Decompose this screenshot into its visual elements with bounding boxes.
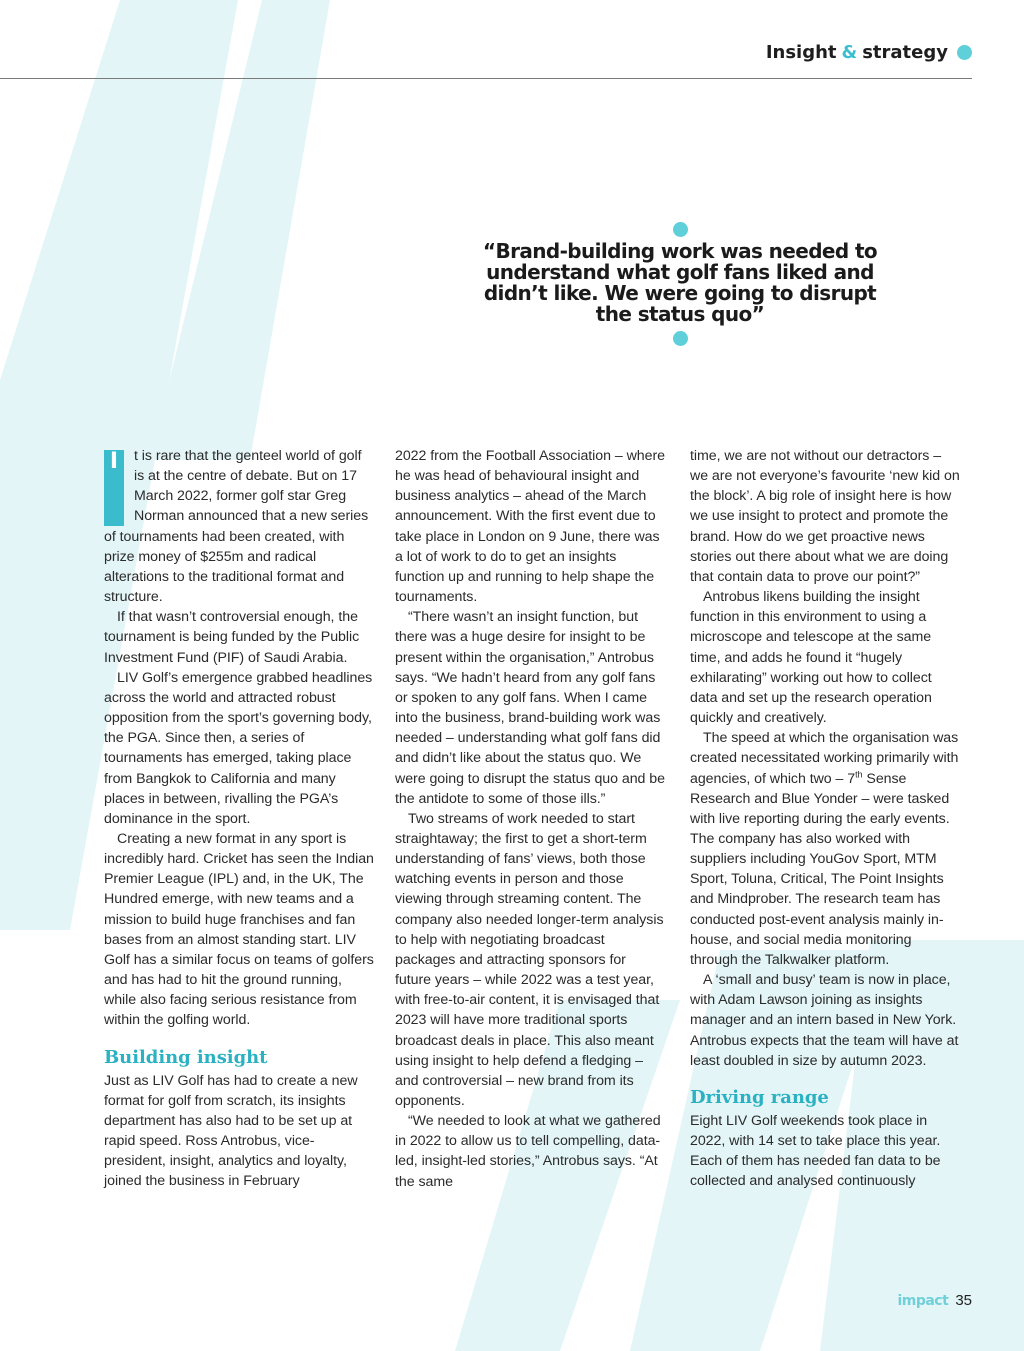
paragraph-text: Sense Research and Blue Yonder – were tasked with live reporting during the early events. The company has also worked with suppliers including YouGov Sport, MTM Sport, Toluna, Critical, The Point Insights and Mindprober. The research team has conducted post-event analysis mainly in-house, and social media monitoring through the Talkwalker platform.: [690, 770, 950, 968]
quote-dot-bottom-icon: [673, 331, 688, 346]
paragraph-text: The speed at which the organisation was created necessitated working primarily with agencies, of which two – 7: [690, 730, 959, 787]
page-number: 35: [955, 1292, 972, 1309]
paragraph: “There wasn’t an insight function, but there was a huge desire for insight to be present within the organisation,” Antrobus says. “We hadn’t heard from any golf fans or spoken to any golf fans. When I came into the business, brand-building work was needed – understanding what golf fans did and didn’t like about the status quo. We were going to disrupt the status quo and be the antidote to some of those ills.”: [395, 609, 665, 807]
paragraph: Antrobus likens building the insight function in this environment to using a microscope and telescope at the same time, and adds he found it “hugely exhilarating” working out how to collect data and set up the research operation quickly and creatively.: [690, 589, 932, 727]
section-header: [766, 38, 972, 66]
article-column-3: [690, 446, 960, 1191]
paragraph: LIV Golf’s emergence grabbed headlines across the world and attracted robust opposition from the sport’s governing body, the PGA. Since then, a series of tournaments has emerged, taking place from Bangkok to California and many places in between, rivalling the PGA’s dominance in the sport.: [104, 669, 373, 827]
impact-logo: impact: [897, 1293, 949, 1309]
drop-cap: I: [104, 450, 124, 526]
paragraph: t is rare that the genteel world of golf is at the centre of debate. But on 17 March 2022, former golf star Greg Norman announced that a new series of tournaments had been created, with prize money of $255m and radical alterations to the traditional format and structure.: [104, 448, 369, 606]
paragraph: time, we are not without our detractors – we are not everyone’s favourite ‘new kid on the block’. A big role of insight here is how we use insight to protect and promote the brand. How do we get proactive news stories out there about what we are doing that contain data to prove our point?”: [690, 448, 960, 585]
article-column-2: [395, 446, 665, 1192]
paragraph: Creating a new format in any sport is incredibly hard. Cricket has seen the Indian Premier League (IPL) and, in the UK, The Hundred emerge, with new teams and a mission to build huge franchises and fan bases from an almost standing start. LIV Golf has a similar focus on teams of golfers and has had to hit the ground running, while also facing serious resistance from within the golfing world.: [104, 830, 374, 1029]
paragraph: [690, 728, 960, 970]
subheading-building-insight: Building insight: [104, 1046, 268, 1068]
pull-quote-text: “Brand-building work was needed to understand what golf fans liked and didn’t like. We were going to disrupt the status quo”: [482, 239, 878, 326]
article-column-1: [104, 446, 374, 1191]
section-title-ampersand: &: [841, 41, 858, 63]
header-dot-icon: [957, 45, 972, 60]
paragraph: Two streams of work needed to start straightaway; the first to get a short-term understanding of fans’ views, both those watching events in person and those viewing through streaming content. The company also needed longer-term analysis to help with negotiating broadcast packages and attracting sponsors for future years – while 2022 was a test year, with free-to-air content, it is envisaged that 2023 will have more traditional sports broadcast deals in place. This also meant using insight to help defend a fledging – and controversial – new brand from its opponents.: [395, 810, 664, 1109]
superscript: th: [855, 768, 863, 779]
section-title-part2: strategy: [862, 41, 948, 63]
quote-dot-top-icon: [673, 222, 688, 237]
paragraph: “We needed to look at what we gathered in 2022 to allow us to tell compelling, data-led, insight-led stories,” Antrobus says. “At the same: [395, 1113, 661, 1190]
paragraph: 2022 from the Football Association – where he was head of behavioural insight and business analytics – ahead of the March announcement. With the first event due to take place in London on 9 June, there was a lot of work to do to get an insights function up and running to help shape the tournaments.: [395, 448, 665, 606]
paragraph: If that wasn’t controversial enough, the tournament is being funded by the Public Investment Fund (PIF) of Saudi Arabia.: [104, 609, 360, 666]
paragraph: Just as LIV Golf has had to create a new format for golf from scratch, its insights department has also had to be set up at rapid speed. Ross Antrobus, vice-president, insight, analytics and loyalty, joined the business in February: [104, 1072, 358, 1190]
paragraph: Eight LIV Golf weekends took place in 2022, with 14 set to take place this year. Each of them has needed fan data to be collected and analysed continuously: [690, 1112, 941, 1190]
header-rule: [0, 78, 972, 79]
pull-quote: [470, 222, 890, 346]
subheading-driving-range: Driving range: [690, 1086, 829, 1108]
paragraph: A ‘small and busy’ team is now in place, with Adam Lawson joining as insights manager and an intern based in New York. Antrobus expects that the team will have at least doubled in size by autumn 2023.: [690, 972, 959, 1069]
page-footer: [897, 1292, 972, 1309]
section-title-part1: Insight: [765, 41, 837, 63]
